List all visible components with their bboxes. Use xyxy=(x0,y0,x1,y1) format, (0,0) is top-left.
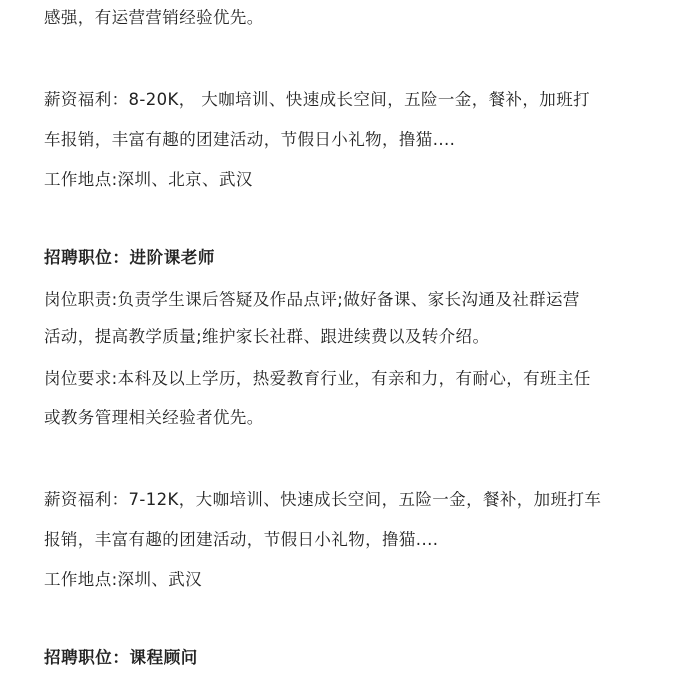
job-title-heading: 招聘职位：进阶课老师 xyxy=(44,248,215,267)
work-location: 工作地点:深圳、北京、武汉 xyxy=(44,170,253,189)
job-requirements-line-2: 或教务管理相关经验者优先。 xyxy=(44,408,264,427)
job-duties-line-2: 活动，提高教学质量;维护家长社群、跟进续费以及转介绍。 xyxy=(44,327,490,346)
job-title-heading: 招聘职位：课程顾问 xyxy=(44,648,198,667)
job-requirements-line-1: 岗位要求:本科及以上学历，热爱教育行业，有亲和力，有耐心，有班主任 xyxy=(44,369,591,388)
salary-benefits-line-2: 报销，丰富有趣的团建活动，节假日小礼物，撸猫.... xyxy=(44,530,439,549)
job-duties-line-1: 岗位职责:负责学生课后答疑及作品点评;做好备课、家长沟通及社群运营 xyxy=(44,290,580,309)
salary-benefits-line-1: 薪资福利：8-20K， 大咖培训、快速成长空间，五险一金，餐补，加班打 xyxy=(44,90,591,109)
salary-benefits-line-1: 薪资福利：7-12K，大咖培训、快速成长空间，五险一金，餐补，加班打车 xyxy=(44,490,602,509)
requirement-continuation: 感强，有运营营销经验优先。 xyxy=(44,8,264,27)
salary-benefits-line-2: 车报销，丰富有趣的团建活动，节假日小礼物，撸猫.... xyxy=(44,130,456,149)
work-location: 工作地点:深圳、武汉 xyxy=(44,570,203,589)
